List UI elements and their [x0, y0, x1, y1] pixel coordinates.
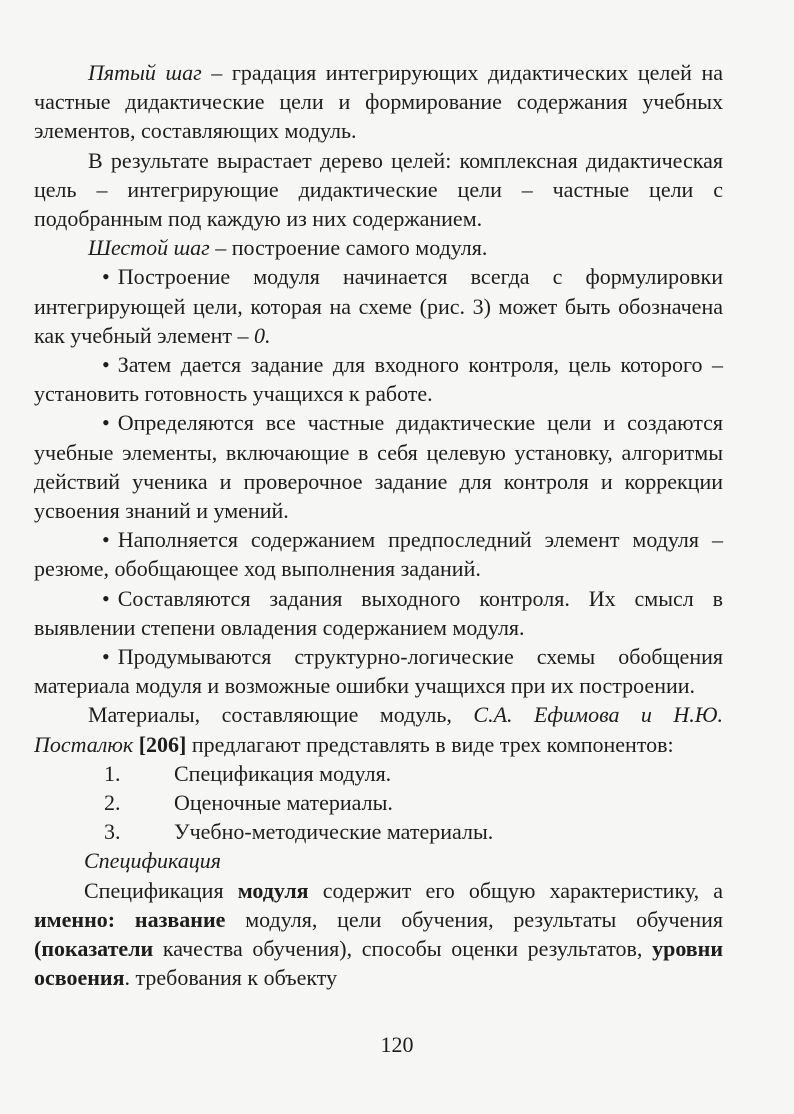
authors: С.А. Ефимова и Н.Ю. Посталюк	[34, 702, 723, 757]
section-heading: Спецификация	[84, 848, 222, 874]
bullet-item: • Наполняется содержанием предпоследний элемент модуля – резюме, обобщающее ход выполнения заданий.	[34, 527, 723, 582]
list-item: 3. Учебно-методические материалы.	[104, 819, 494, 845]
paragraph-goal-tree: В результате вырастает дерево целей: комплексная дидактическая цель – интегрирующие дидактические цели – частные цели с подобранным под каждую из них содержанием.	[34, 147, 723, 232]
bullet-item: • Продумываются структурно-логические схемы обобщения материала модуля и возможные ошибки учащихся при их построении.	[34, 644, 723, 699]
paragraph-step5	[34, 58, 723, 146]
bullet-item: • Составляются задания выходного контроля. Их смысл в выявлении степени овладения содержанием модуля.	[34, 585, 723, 640]
paragraph-materials: Материалы, составляющие модуль, С.А. Ефимова и Н.Ю. Посталюк [206] предлагают представлять в виде трех компонентов:	[34, 702, 723, 757]
page-number: 120	[380, 1032, 414, 1057]
bullet-icon: •	[102, 527, 110, 553]
list-item: 1. Спецификация модуля.	[104, 760, 392, 786]
bullet-icon: •	[102, 352, 110, 378]
list-item: 2. Оценочные материалы.	[104, 790, 393, 816]
paragraph-step6	[34, 233, 723, 262]
bullet-icon: •	[102, 644, 110, 670]
paragraph-specification: Спецификация модуля содержит его общую характеристику, а именно: название модуля, цели обучения, результаты обучения (показатели качества обучения), способы оценки результатов, уровни освоения. требования к объекту	[34, 877, 723, 991]
step6-label: Шестой шаг	[88, 235, 210, 261]
bullet-icon: •	[102, 585, 110, 611]
bullet-item: • Определяются все частные дидактические цели и создаются учебные элементы, включающие в себя целевую установку, алгоритмы действий ученика и проверочное задание для контроля и коррекции усвоения знаний и умений.	[34, 410, 723, 524]
bullet-icon: •	[102, 410, 110, 436]
page-body	[34, 58, 723, 993]
reference: [206]	[133, 731, 192, 757]
step5-label: Пятый шаг	[88, 60, 202, 85]
step5-text: – градация интегрирующих дидактических целей на частные дидактические цели и формирование содержания учебных элементов, составляющих модуль.	[34, 60, 724, 144]
bullet-icon: •	[102, 264, 110, 290]
bullet-item: • Построение модуля начинается всегда с формулировки интегрирующей цели, которая на схеме (рис. 3) может быть обозначена как учебный элемент – 0.	[34, 264, 723, 348]
step6-text: – построение самого модуля.	[209, 235, 488, 261]
bullet-item: • Затем дается задание для входного контроля, цель которого – установить готовность учащихся к работе.	[34, 352, 723, 407]
